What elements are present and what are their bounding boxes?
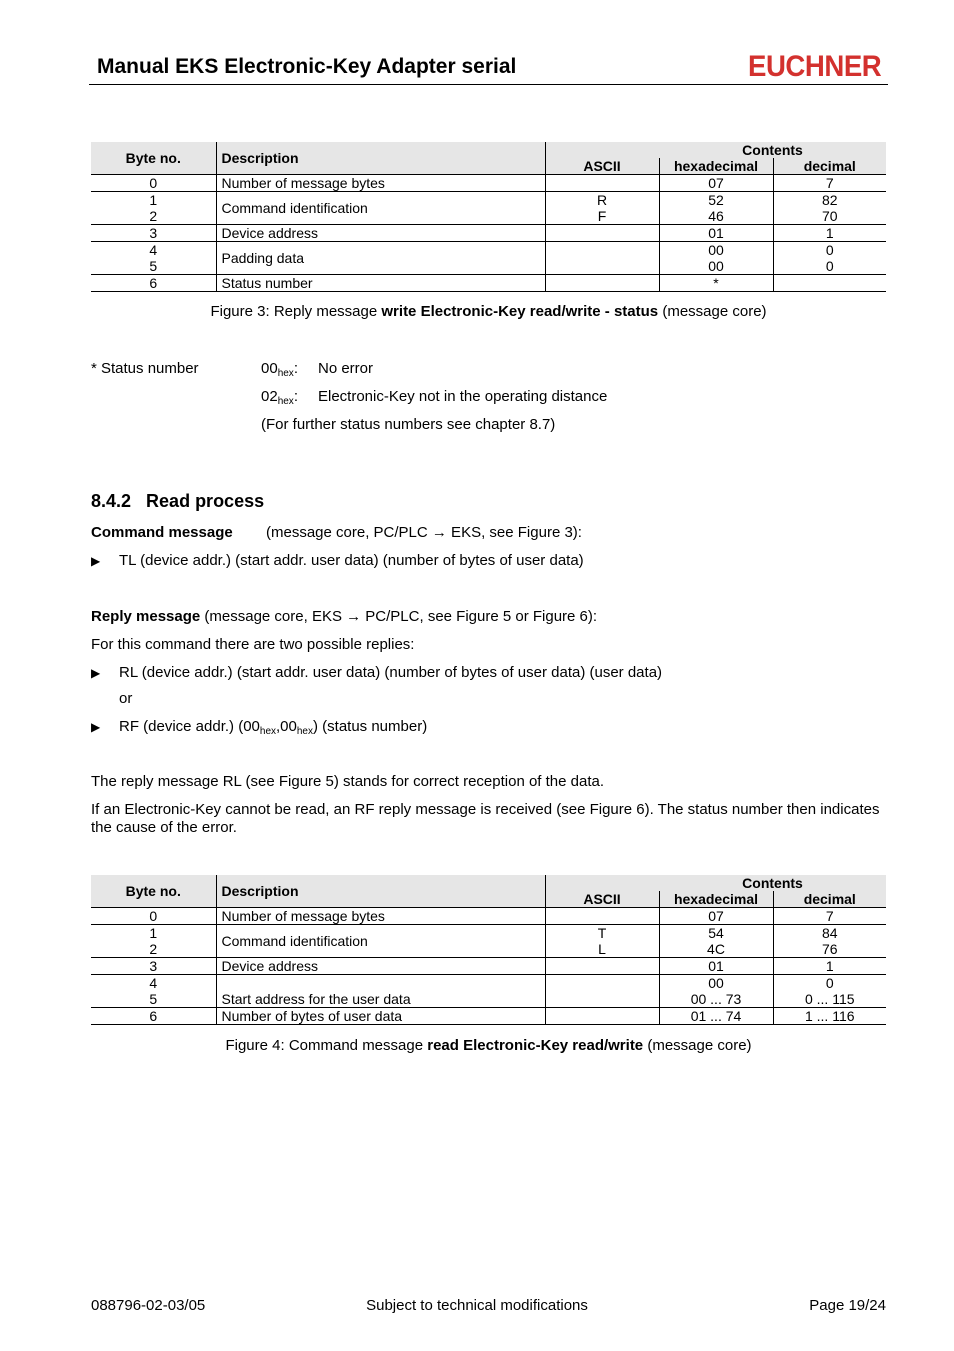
cell-description: Command identification (216, 925, 545, 958)
cell-hex: 00 00 ... 73 (659, 975, 773, 1008)
cell-decimal: 1 (773, 958, 886, 975)
table-row (91, 1008, 886, 1025)
section-title: Read process (146, 491, 265, 511)
status-sep: : (293, 388, 298, 405)
footer-page-number: Page 19/24 (809, 1297, 886, 1314)
cell-ascii: R F (545, 192, 659, 225)
cell-byte: 3 (91, 225, 216, 242)
status-text: No error (318, 360, 374, 377)
col-header-ascii: ASCII (545, 891, 659, 908)
col-header-byte: Byte no. (91, 875, 216, 908)
cell-description: Number of message bytes (216, 908, 545, 925)
cell-byte: 6 (91, 1008, 216, 1025)
paragraph-rl: The reply message RL (see Figure 5) stands for correct reception of the data. (91, 773, 605, 790)
cell-decimal: 0 0 ... 115 (773, 975, 886, 1008)
table-row (91, 925, 886, 958)
col-header-decimal: decimal (773, 891, 886, 908)
cell-byte: 0 (91, 908, 216, 925)
table-row (91, 242, 886, 275)
table-row (91, 275, 886, 292)
cell-ascii (545, 225, 659, 242)
reply-bullet-1: RL (device addr.) (start addr. user data) (number of bytes of user data) (user data) (119, 664, 663, 681)
cell-ascii (545, 975, 659, 1008)
cell-byte: 4 5 (91, 975, 216, 1008)
table-row (91, 958, 886, 975)
cell-decimal: 0 0 (773, 242, 886, 275)
cell-byte: 6 (91, 275, 216, 292)
cell-description: Device address (216, 958, 545, 975)
cell-ascii: T L (545, 925, 659, 958)
command-text: (message core, PC/PLC → EKS, see Figure 3): (266, 524, 582, 541)
table-row (91, 192, 886, 225)
cell-decimal: 84 76 (773, 925, 886, 958)
cell-hex: 00 00 (659, 242, 773, 275)
cell-byte: 1 2 (91, 925, 216, 958)
cell-description: Start address for the user data (216, 975, 545, 1008)
command-bullet: TL (device addr.) (start addr. user data) (number of bytes of user data) (119, 552, 584, 569)
status-code: 00 (261, 360, 278, 377)
status-code: 02 (261, 388, 278, 405)
section-heading (91, 491, 264, 512)
cell-hex: 01 (659, 958, 773, 975)
cell-description: Padding data (216, 242, 545, 275)
cell-ascii (545, 958, 659, 975)
bullet-text: ,00 (276, 718, 297, 735)
figure-3-caption (91, 303, 886, 320)
col-header-ascii: ASCII (545, 158, 659, 175)
status-legend-label: * Status number (91, 360, 199, 377)
reply-text: (message core, EKS → PC/PLC, see Figure 5 or Figure 6): (200, 608, 598, 625)
col-header-contents: Contents (659, 142, 886, 158)
status-code-sub: hex (277, 396, 294, 407)
cell-ascii (545, 242, 659, 275)
cell-hex: * (659, 275, 773, 292)
cell-byte: 0 (91, 175, 216, 192)
caption-text: (message core) (643, 1037, 752, 1054)
col-header-description: Description (216, 142, 545, 175)
cell-hex: 01 ... 74 (659, 1008, 773, 1025)
document-title: Manual EKS Electronic-Key Adapter serial (97, 55, 517, 78)
euchner-logo: EUCHNER (748, 50, 882, 83)
cell-hex: 52 46 (659, 192, 773, 225)
cell-byte: 1 2 (91, 192, 216, 225)
cell-ascii (545, 1008, 659, 1025)
figure-4-caption (91, 1037, 886, 1054)
status-note: (For further status numbers see chapter 8.7) (261, 416, 556, 433)
table-row (91, 175, 886, 192)
cell-byte: 4 5 (91, 242, 216, 275)
cell-decimal: 82 70 (773, 192, 886, 225)
caption-text: Figure 4: Command message (225, 1037, 428, 1054)
cell-decimal: 7 (773, 908, 886, 925)
reply-bullet-2 (119, 718, 427, 737)
caption-text: (message core) (658, 303, 767, 320)
status-line (261, 388, 298, 407)
cell-ascii (545, 275, 659, 292)
cell-description: Number of bytes of user data (216, 1008, 545, 1025)
reply-message-table (91, 142, 886, 292)
status-sep: : (293, 360, 298, 377)
triangle-right-icon: ▶ (91, 554, 101, 568)
cell-description: Number of message bytes (216, 175, 545, 192)
cell-decimal: 1 (773, 225, 886, 242)
reply-label: Reply message (91, 608, 201, 625)
bullet-sub: hex (259, 726, 277, 737)
caption-bold: read Electronic-Key read/write (427, 1037, 644, 1054)
col-header-byte: Byte no. (91, 142, 216, 175)
section-number: 8.4.2 (91, 491, 132, 511)
table-row (91, 908, 886, 925)
col-header-hex: hexadecimal (659, 158, 773, 175)
cell-byte: 3 (91, 958, 216, 975)
cell-description: Status number (216, 275, 545, 292)
cell-decimal: 1 ... 116 (773, 1008, 886, 1025)
cell-hex: 01 (659, 225, 773, 242)
table-row (91, 225, 886, 242)
triangle-right-icon: ▶ (91, 666, 101, 680)
cell-hex: 07 (659, 908, 773, 925)
cell-ascii (545, 908, 659, 925)
cell-description: Command identification (216, 192, 545, 225)
col-header-description: Description (216, 875, 545, 908)
status-line (261, 360, 298, 379)
col-header-hex: hexadecimal (659, 891, 773, 908)
col-header-decimal: decimal (773, 158, 886, 175)
command-message-table (91, 875, 886, 1025)
reply-intro: For this command there are two possible replies: (91, 636, 415, 653)
cell-hex: 54 4C (659, 925, 773, 958)
bullet-sub: hex (296, 726, 313, 737)
status-text: Electronic-Key not in the operating distance (318, 388, 608, 405)
cell-decimal: 7 (773, 175, 886, 192)
status-code-sub: hex (277, 368, 294, 379)
cell-decimal (773, 275, 886, 292)
bullet-text: RF (device addr.) (00 (119, 718, 260, 735)
cell-description: Device address (216, 225, 545, 242)
cell-hex: 07 (659, 175, 773, 192)
cell-ascii (545, 175, 659, 192)
caption-text: Figure 3: Reply message (210, 303, 382, 320)
col-header-contents: Contents (659, 875, 886, 891)
paragraph-rf: If an Electronic-Key cannot be read, an RF reply message is received (see Figure 6). The status number then indicates the cause of the error. (91, 801, 880, 836)
table-row (91, 975, 886, 1008)
footer-notice: Subject to technical modifications (366, 1297, 588, 1314)
reply-or: or (119, 690, 133, 707)
reply-line (91, 608, 597, 625)
caption-bold: write Electronic-Key read/write - status (381, 303, 659, 320)
triangle-right-icon: ▶ (91, 720, 101, 734)
bullet-text: ) (status number) (313, 718, 428, 735)
command-label: Command message (91, 524, 233, 541)
header-rule (89, 84, 888, 85)
footer-doc-number: 088796-02-03/05 (91, 1297, 206, 1314)
